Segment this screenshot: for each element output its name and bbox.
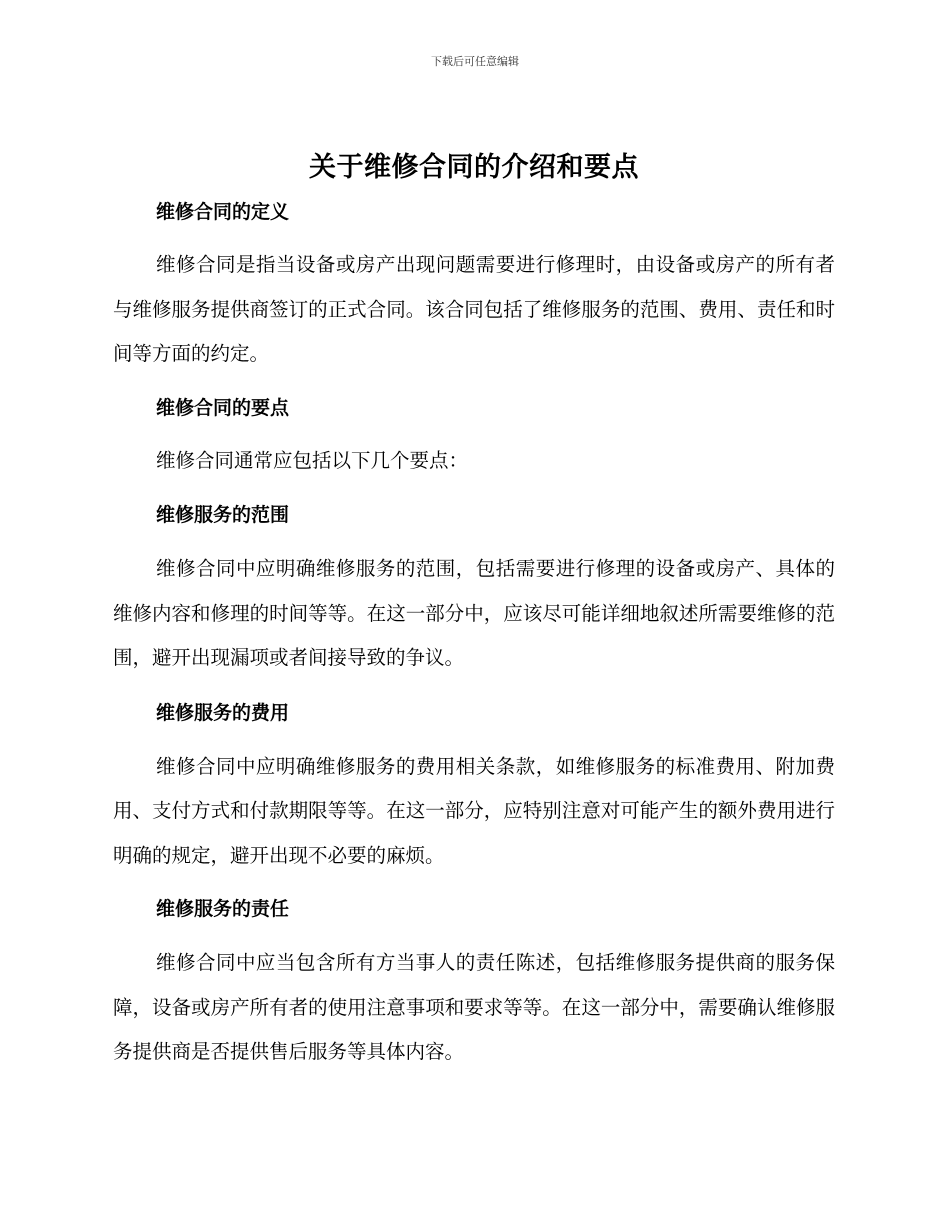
section-heading-service-fees: 维修服务的费用 — [156, 701, 290, 724]
paragraph-service-scope: 维修合同中应明确维修服务的范围，包括需要进行修理的设备或房产、具体的维修内容和修理的时间等等。在这一部分中，应该尽可能详细地叙述所需要维修的范围，避开出现漏项或者间接导致的争议。 — [113, 557, 835, 669]
header-note: 下载后可任意编辑 — [431, 55, 519, 68]
paragraph-service-responsibility: 维修合同中应当包含所有方当事人的责任陈述，包括维修服务提供商的服务保障，设备或房产所有者的使用注意事项和要求等等。在这一部分中，需要确认维修服务提供商是否提供售后服务等具体内容。 — [113, 951, 835, 1063]
section-heading-definition: 维修合同的定义 — [156, 201, 290, 223]
paragraph-service-fees: 维修合同中应明确维修服务的费用相关条款，如维修服务的标准费用、附加费用、支付方式和付款期限等等。在这一部分，应特别注意对可能产生的额外费用进行明确的规定，避开出现不必要的麻烦。 — [113, 754, 835, 867]
paragraph-definition: 维修合同是指当设备或房产出现问题需要进行修理时，由设备或房产的所有者与维修服务提供商签订的正式合同。该合同包括了维修服务的范围、费用、责任和时间等方面的约定。 — [113, 253, 835, 365]
document-title: 关于维修合同的介绍和要点 — [309, 152, 639, 183]
section-heading-service-scope: 维修服务的范围 — [156, 504, 290, 526]
document-body — [113, 148, 835, 1075]
section-heading-service-responsibility: 维修服务的责任 — [156, 898, 290, 920]
paragraph-key-points: 维修合同通常应包括以下几个要点： — [156, 448, 469, 472]
section-heading-key-points: 维修合同的要点 — [156, 396, 290, 419]
